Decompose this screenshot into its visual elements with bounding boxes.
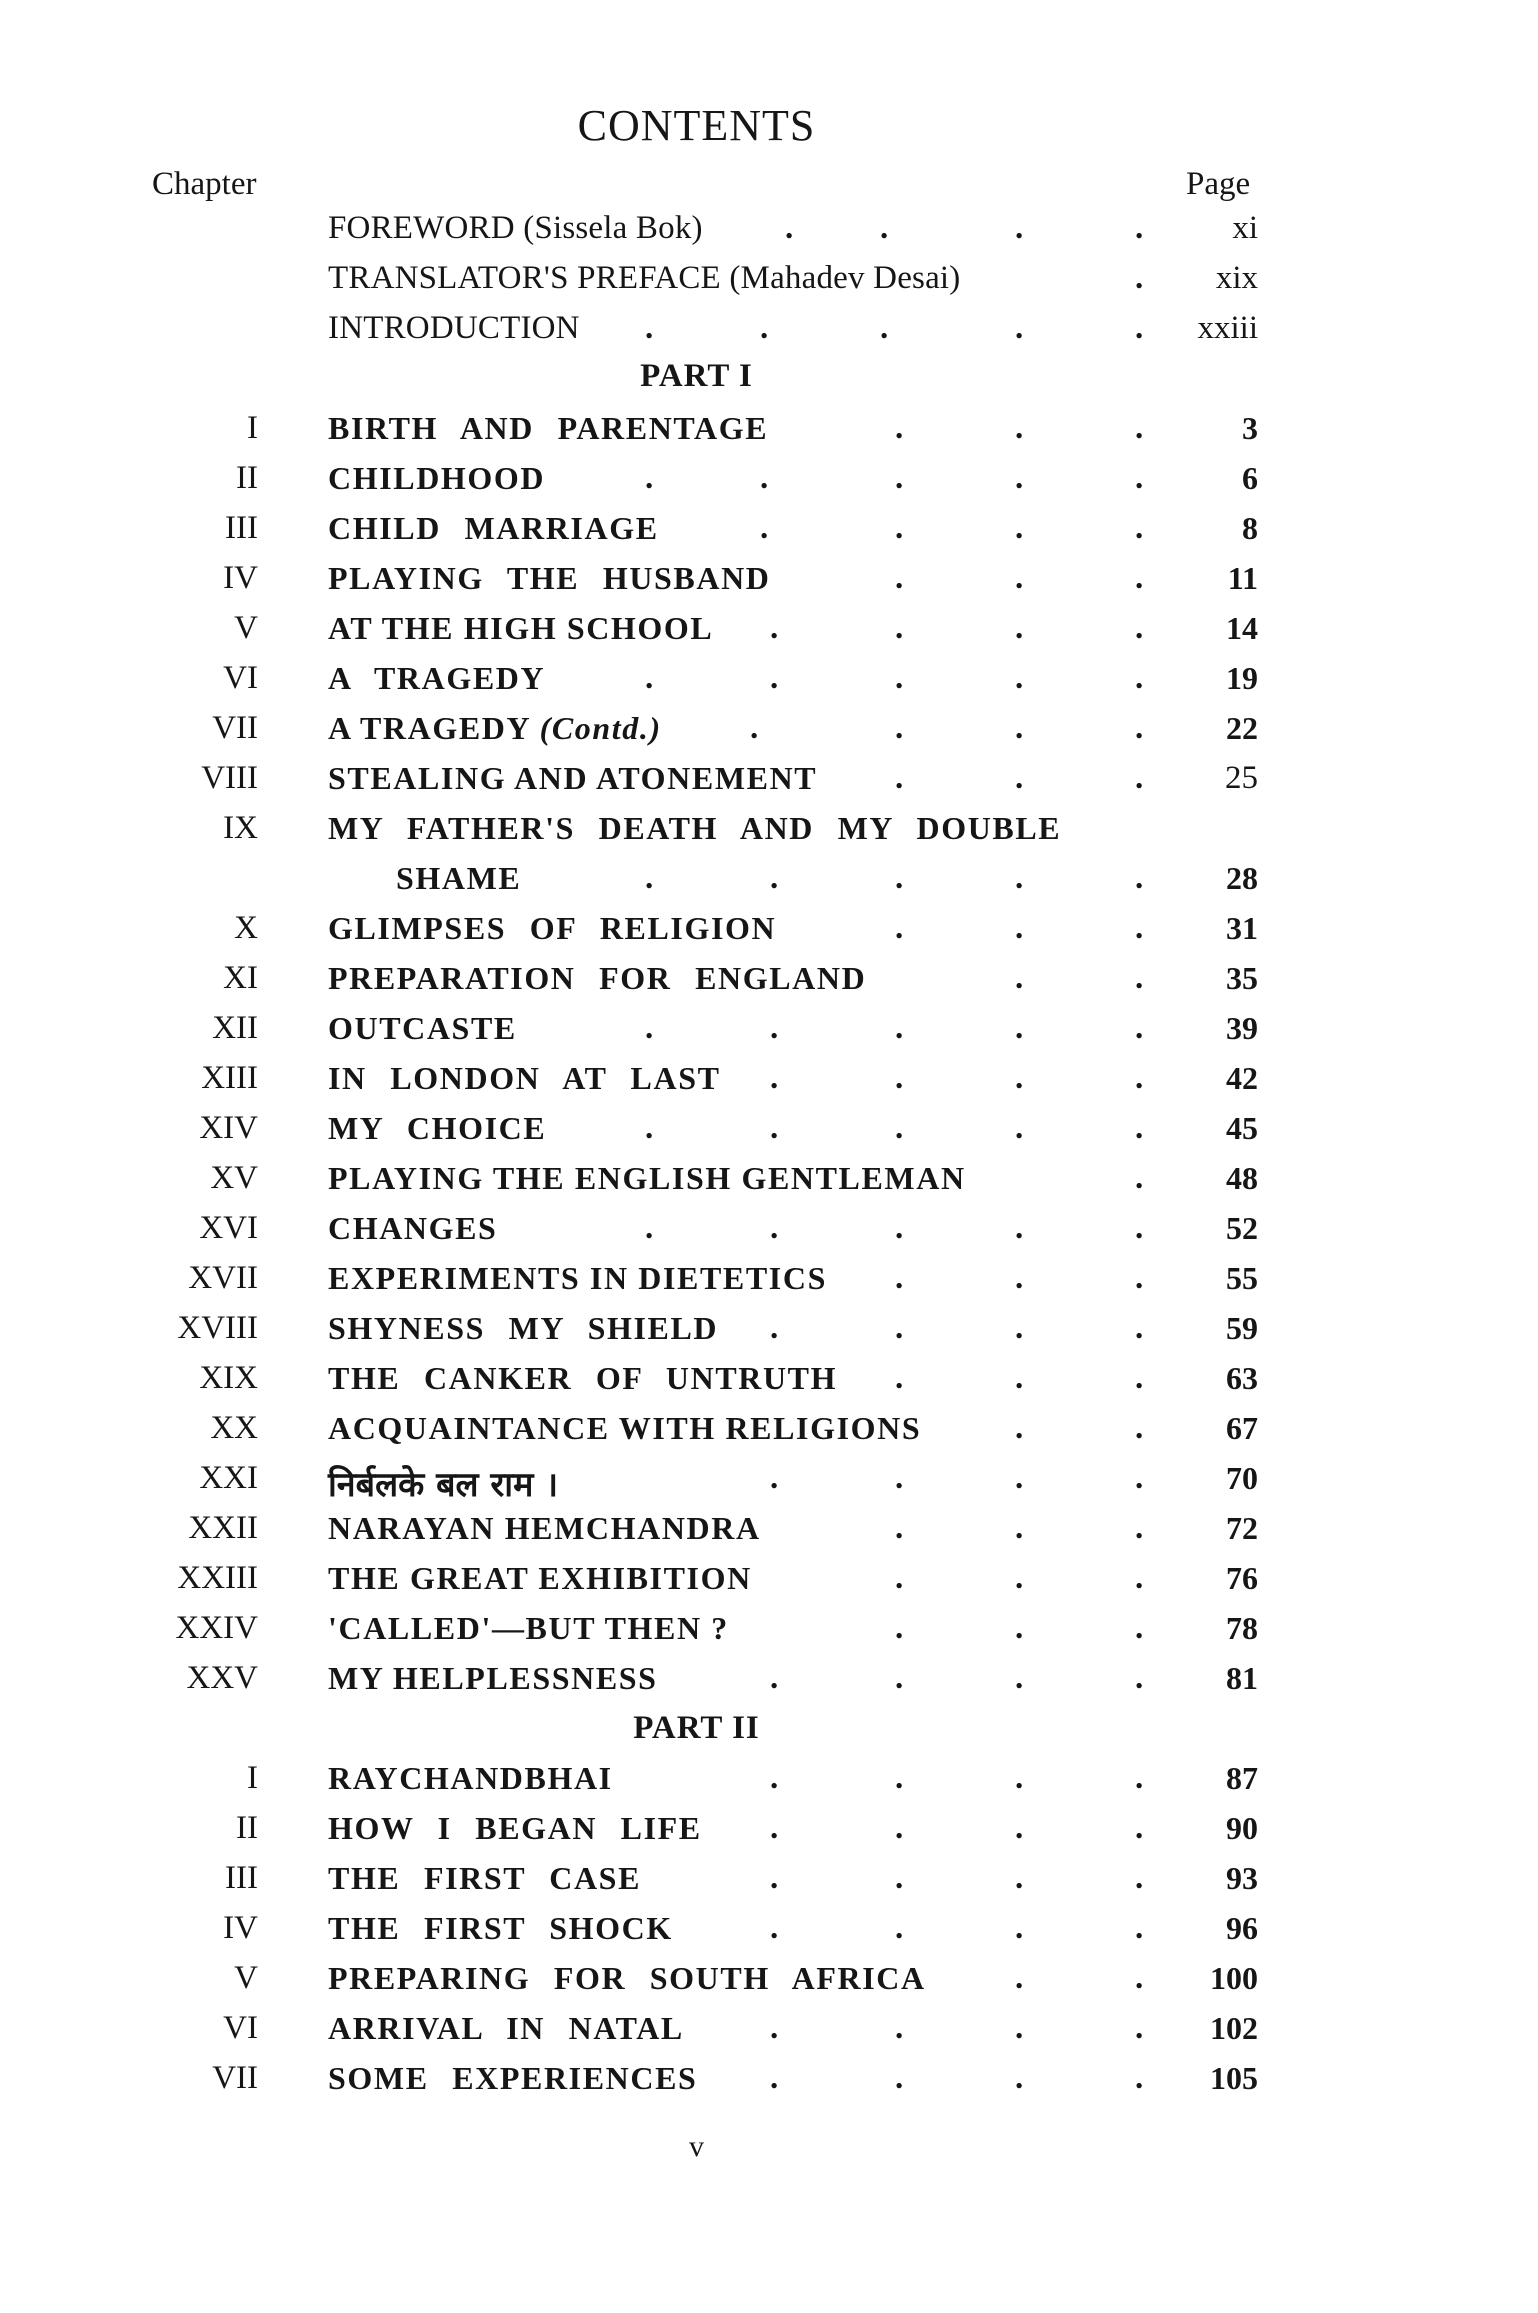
chapter-number: VII xyxy=(212,710,258,746)
leader-dot: . xyxy=(895,860,904,896)
entry-title: HOW I BEGAN LIFE xyxy=(328,1810,702,1846)
leader-dot: . xyxy=(1135,710,1144,746)
chapter-number: II xyxy=(236,1810,258,1846)
entry-page: 81 xyxy=(1226,1660,1258,1696)
entry-page: 96 xyxy=(1226,1910,1258,1946)
toc-entry-continuation[interactable] xyxy=(0,860,1538,910)
leader-dot: . xyxy=(1015,1310,1024,1346)
leader-dot: . xyxy=(1135,1910,1144,1946)
leader-dot: . xyxy=(1135,1010,1144,1046)
entry-title xyxy=(328,710,662,747)
leader-dot: . xyxy=(645,310,654,346)
leader-dot: . xyxy=(1015,1210,1024,1246)
entry-page: 42 xyxy=(1226,1060,1258,1096)
part-heading-1: PART I xyxy=(640,358,753,394)
toc-entry[interactable] xyxy=(0,1860,1538,1910)
leader-dot: . xyxy=(760,510,769,546)
entry-title: NARAYAN HEMCHANDRA xyxy=(328,1510,761,1546)
chapter-number: XX xyxy=(210,1410,258,1446)
entry-page: 93 xyxy=(1226,1860,1258,1896)
leader-dot: . xyxy=(1015,1560,1024,1596)
toc-entry[interactable] xyxy=(0,1260,1538,1310)
leader-dot: . xyxy=(1015,1060,1024,1096)
leader-dot: . xyxy=(1015,1960,1024,1996)
leader-dot: . xyxy=(1135,1510,1144,1546)
leader-dot: . xyxy=(1135,860,1144,896)
chapter-number: I xyxy=(247,1760,258,1796)
entry-title: 'CALLED'—BUT THEN ? xyxy=(328,1610,729,1646)
entry-page: 14 xyxy=(1226,610,1258,646)
leader-dot: . xyxy=(1015,1910,1024,1946)
leader-dot: . xyxy=(895,1360,904,1396)
chapter-number: XIV xyxy=(199,1110,258,1146)
leader-dot: . xyxy=(895,710,904,746)
toc-entry[interactable] xyxy=(0,1110,1538,1160)
toc-entry[interactable] xyxy=(0,2060,1538,2110)
leader-dot: . xyxy=(895,560,904,596)
toc-entry[interactable] xyxy=(0,1060,1538,1110)
entry-page: 102 xyxy=(1210,2010,1258,2046)
chapter-number: XXIII xyxy=(177,1560,258,1596)
leader-dot: . xyxy=(1135,260,1144,296)
leader-dot: . xyxy=(770,1760,779,1796)
chapter-number: X xyxy=(234,910,258,946)
entry-page: 87 xyxy=(1226,1760,1258,1796)
leader-dot: . xyxy=(895,1310,904,1346)
leader-dot: . xyxy=(895,1010,904,1046)
leader-dot: . xyxy=(895,1060,904,1096)
chapter-number: XXII xyxy=(188,1510,258,1546)
toc-entry[interactable] xyxy=(0,1360,1538,1410)
leader-dot: . xyxy=(1015,410,1024,446)
leader-dot: . xyxy=(1135,210,1144,246)
leader-dot: . xyxy=(895,1860,904,1896)
leader-dot: . xyxy=(770,2060,779,2096)
leader-dot: . xyxy=(1135,310,1144,346)
leader-dot: . xyxy=(1015,1460,1024,1496)
entry-page: 28 xyxy=(1226,860,1258,896)
entry-page: 19 xyxy=(1226,660,1258,696)
entry-title: MY CHOICE xyxy=(328,1110,547,1146)
entry-title: GLIMPSES OF RELIGION xyxy=(328,910,777,946)
chapter-number: II xyxy=(236,460,258,496)
chapter-number: XI xyxy=(223,960,258,996)
leader-dot: . xyxy=(1135,510,1144,546)
chapter-number: XXIV xyxy=(175,1610,258,1646)
entry-page: xxiii xyxy=(1197,310,1258,346)
toc-entry[interactable] xyxy=(0,1660,1538,1710)
leader-dot: . xyxy=(1015,1410,1024,1446)
entry-title: INTRODUCTION xyxy=(328,310,580,346)
chapter-number: IX xyxy=(223,810,258,846)
entry-page: 78 xyxy=(1226,1610,1258,1646)
entry-page: 63 xyxy=(1226,1360,1258,1396)
leader-dot: . xyxy=(1015,1260,1024,1296)
toc-entry[interactable] xyxy=(0,560,1538,610)
toc-entry[interactable] xyxy=(0,1510,1538,1560)
entry-page: 11 xyxy=(1227,560,1258,596)
leader-dot: . xyxy=(770,860,779,896)
entry-title: STEALING AND ATONEMENT xyxy=(328,760,818,796)
leader-dot: . xyxy=(645,1210,654,1246)
chapter-number: I xyxy=(247,410,258,446)
leader-dot: . xyxy=(895,1560,904,1596)
toc-entry[interactable] xyxy=(0,1560,1538,1610)
leader-dot: . xyxy=(895,1460,904,1496)
toc-entry[interactable] xyxy=(0,2010,1538,2060)
toc-entry[interactable] xyxy=(0,460,1538,510)
entry-title: AT THE HIGH SCHOOL xyxy=(328,610,714,646)
leader-dot: . xyxy=(1135,1660,1144,1696)
leader-dot: . xyxy=(1015,1610,1024,1646)
entry-title-note: (Contd.) xyxy=(539,710,662,746)
leader-dot: . xyxy=(1015,910,1024,946)
leader-dot: . xyxy=(645,1110,654,1146)
leader-dot: . xyxy=(1135,1310,1144,1346)
entry-page: 8 xyxy=(1242,510,1258,546)
leader-dot: . xyxy=(1135,410,1144,446)
chapter-number: VI xyxy=(223,2010,258,2046)
chapter-number: XXI xyxy=(199,1460,258,1496)
leader-dot: . xyxy=(1015,610,1024,646)
leader-dot: . xyxy=(1015,660,1024,696)
leader-dot: . xyxy=(750,710,759,746)
chapter-number: XXV xyxy=(186,1660,258,1696)
chapter-number: III xyxy=(225,1860,258,1896)
toc-entry-preface[interactable] xyxy=(0,260,1538,310)
leader-dot: . xyxy=(1015,210,1024,246)
entry-title: SOME EXPERIENCES xyxy=(328,2060,698,2096)
leader-dot: . xyxy=(895,910,904,946)
chapter-number: IV xyxy=(223,1910,258,1946)
leader-dot: . xyxy=(895,660,904,696)
leader-dot: . xyxy=(895,460,904,496)
chapter-number: XVI xyxy=(199,1210,258,1246)
chapter-number: XIII xyxy=(201,1060,258,1096)
entry-page: 3 xyxy=(1242,410,1258,446)
leader-dot: . xyxy=(1135,2060,1144,2096)
toc-entry[interactable] xyxy=(0,760,1538,810)
leader-dot: . xyxy=(1135,1060,1144,1096)
leader-dot: . xyxy=(895,2060,904,2096)
leader-dot: . xyxy=(770,1060,779,1096)
entry-page: 55 xyxy=(1226,1260,1258,1296)
chapter-number: III xyxy=(225,510,258,546)
toc-entry[interactable] xyxy=(0,1310,1538,1360)
entry-title: PREPARING FOR SOUTH AFRICA xyxy=(328,1960,926,1996)
leader-dot: . xyxy=(1015,460,1024,496)
entry-page: xi xyxy=(1232,210,1258,246)
entry-page: 59 xyxy=(1226,1310,1258,1346)
entry-title: TRANSLATOR'S PREFACE (Mahadev Desai) xyxy=(328,260,961,296)
entry-page: 25 xyxy=(1225,760,1258,796)
leader-dot: . xyxy=(1135,910,1144,946)
leader-dot: . xyxy=(895,1510,904,1546)
entry-page: 70 xyxy=(1226,1460,1258,1496)
leader-dot: . xyxy=(1015,1010,1024,1046)
entry-page: 35 xyxy=(1226,960,1258,996)
leader-dot: . xyxy=(895,510,904,546)
leader-dot: . xyxy=(1015,310,1024,346)
toc-entry[interactable] xyxy=(0,410,1538,460)
leader-dot: . xyxy=(895,1210,904,1246)
toc-entry-foreword[interactable] xyxy=(0,210,1538,260)
chapter-number: XV xyxy=(210,1160,258,1196)
leader-dot: . xyxy=(1135,1160,1144,1196)
entry-page: 22 xyxy=(1226,710,1258,746)
entry-title: EXPERIMENTS IN DIETETICS xyxy=(328,1260,827,1296)
leader-dot: . xyxy=(895,1910,904,1946)
leader-dot: . xyxy=(1135,1760,1144,1796)
entry-title-main: A TRAGEDY xyxy=(328,710,530,746)
page-number-footer: v xyxy=(689,2130,704,2163)
chapter-number: XVIII xyxy=(177,1310,258,1346)
leader-dot: . xyxy=(1135,1860,1144,1896)
entry-title: ACQUAINTANCE WITH RELIGIONS xyxy=(328,1410,922,1446)
leader-dot: . xyxy=(895,1810,904,1846)
chapter-number: VIII xyxy=(201,760,258,796)
leader-dot: . xyxy=(1135,560,1144,596)
entry-title: THE FIRST CASE xyxy=(328,1860,642,1896)
entry-title: BIRTH AND PARENTAGE xyxy=(328,410,769,446)
leader-dot: . xyxy=(1135,1610,1144,1646)
chapter-number: VI xyxy=(223,660,258,696)
part-heading-2: PART II xyxy=(633,1710,760,1746)
leader-dot: . xyxy=(1015,1110,1024,1146)
leader-dot: . xyxy=(1135,1360,1144,1396)
entry-page: 76 xyxy=(1226,1560,1258,1596)
leader-dot: . xyxy=(645,1010,654,1046)
leader-dot: . xyxy=(1135,960,1144,996)
leader-dot: . xyxy=(770,1860,779,1896)
entry-title: THE GREAT EXHIBITION xyxy=(328,1560,752,1596)
entry-title: CHANGES xyxy=(328,1210,498,1246)
entry-title: PREPARATION FOR ENGLAND xyxy=(328,960,867,996)
leader-dot: . xyxy=(1015,860,1024,896)
leader-dot: . xyxy=(895,760,904,796)
leader-dot: . xyxy=(1015,1360,1024,1396)
leader-dot: . xyxy=(1135,460,1144,496)
toc-entry[interactable] xyxy=(0,1410,1538,1460)
entry-title: ARRIVAL IN NATAL xyxy=(328,2010,684,2046)
toc-entry[interactable] xyxy=(0,1810,1538,1860)
entry-page: 45 xyxy=(1226,1110,1258,1146)
toc-entry[interactable] xyxy=(0,1160,1538,1210)
entry-title: THE FIRST SHOCK xyxy=(328,1910,673,1946)
entry-page: 72 xyxy=(1226,1510,1258,1546)
toc-entry[interactable] xyxy=(0,960,1538,1010)
leader-dot: . xyxy=(895,1660,904,1696)
leader-dot: . xyxy=(770,660,779,696)
entry-page: 90 xyxy=(1226,1810,1258,1846)
entry-title: FOREWORD (Sissela Bok) xyxy=(328,210,703,246)
entry-page: xix xyxy=(1215,260,1258,296)
toc-entry[interactable] xyxy=(0,660,1538,710)
leader-dot: . xyxy=(1015,1810,1024,1846)
entry-title: OUTCASTE xyxy=(328,1010,517,1046)
leader-dot: . xyxy=(770,1210,779,1246)
leader-dot: . xyxy=(1015,560,1024,596)
toc-entry[interactable] xyxy=(0,1610,1538,1660)
leader-dot: . xyxy=(895,1610,904,1646)
leader-dot: . xyxy=(1135,610,1144,646)
toc-entry[interactable] xyxy=(0,610,1538,660)
chapter-number: V xyxy=(234,1960,258,1996)
toc-entry[interactable] xyxy=(0,1210,1538,1260)
chapter-number: XIX xyxy=(199,1360,258,1396)
leader-dot: . xyxy=(1015,2010,1024,2046)
entry-page: 105 xyxy=(1210,2060,1258,2096)
entry-title: PLAYING THE ENGLISH GENTLEMAN xyxy=(328,1160,966,1196)
leader-dot: . xyxy=(895,1110,904,1146)
leader-dot: . xyxy=(880,310,889,346)
entry-title-devanagari: निर्बलके बल राम । xyxy=(328,1465,559,1505)
leader-dot: . xyxy=(770,610,779,646)
leader-dot: . xyxy=(1135,2010,1144,2046)
leader-dot: . xyxy=(760,460,769,496)
toc-entry[interactable] xyxy=(0,1010,1538,1060)
entry-title: MY HELPLESSNESS xyxy=(328,1660,658,1696)
entry-page: 6 xyxy=(1242,460,1258,496)
leader-dot: . xyxy=(770,1010,779,1046)
entry-title: CHILD MARRIAGE xyxy=(328,510,659,546)
leader-dot: . xyxy=(895,2010,904,2046)
leader-dot: . xyxy=(785,210,794,246)
leader-dot: . xyxy=(1015,710,1024,746)
leader-dot: . xyxy=(895,1260,904,1296)
leader-dot: . xyxy=(770,1110,779,1146)
leader-dot: . xyxy=(1135,760,1144,796)
leader-dot: . xyxy=(770,1310,779,1346)
entry-title: A TRAGEDY xyxy=(328,660,546,696)
chapter-number: VII xyxy=(212,2060,258,2096)
leader-dot: . xyxy=(770,1460,779,1496)
chapter-column-header: Chapter xyxy=(152,166,257,202)
entry-title: SHYNESS MY SHIELD xyxy=(328,1310,719,1346)
leader-dot: . xyxy=(1015,1660,1024,1696)
entry-title: CHILDHOOD xyxy=(328,460,546,496)
leader-dot: . xyxy=(1135,1410,1144,1446)
leader-dot: . xyxy=(770,1810,779,1846)
toc-entry-introduction[interactable] xyxy=(0,310,1538,360)
leader-dot: . xyxy=(645,860,654,896)
page-title: CONTENTS xyxy=(577,101,816,150)
entry-page: 100 xyxy=(1210,1960,1258,1996)
leader-dot: . xyxy=(1135,660,1144,696)
page-column-header: Page xyxy=(1186,166,1251,202)
leader-dot: . xyxy=(1015,960,1024,996)
entry-page: 48 xyxy=(1226,1160,1258,1196)
leader-dot: . xyxy=(770,1910,779,1946)
entry-title: RAYCHANDBHAI xyxy=(328,1760,613,1796)
leader-dot: . xyxy=(1015,2060,1024,2096)
leader-dot: . xyxy=(1015,1860,1024,1896)
leader-dot: . xyxy=(645,460,654,496)
entry-page: 67 xyxy=(1226,1410,1258,1446)
leader-dot: . xyxy=(760,310,769,346)
leader-dot: . xyxy=(895,610,904,646)
entry-title: IN LONDON AT LAST xyxy=(328,1060,721,1096)
leader-dot: . xyxy=(1135,1560,1144,1596)
chapter-number: IV xyxy=(223,560,258,596)
leader-dot: . xyxy=(1135,1260,1144,1296)
leader-dot: . xyxy=(1015,1760,1024,1796)
leader-dot: . xyxy=(1135,1810,1144,1846)
leader-dot: . xyxy=(1135,1960,1144,1996)
leader-dot: . xyxy=(1135,1210,1144,1246)
leader-dot: . xyxy=(1015,1510,1024,1546)
leader-dot: . xyxy=(645,660,654,696)
entry-title: PLAYING THE HUSBAND xyxy=(328,560,771,596)
entry-page: 52 xyxy=(1226,1210,1258,1246)
leader-dot: . xyxy=(1015,760,1024,796)
entry-page: 39 xyxy=(1226,1010,1258,1046)
entry-page: 31 xyxy=(1226,910,1258,946)
toc-entry[interactable] xyxy=(0,810,1538,860)
entry-title-continuation: SHAME xyxy=(396,860,522,896)
leader-dot: . xyxy=(770,1660,779,1696)
chapter-number: XVII xyxy=(188,1260,258,1296)
toc-entry[interactable] xyxy=(0,710,1538,760)
leader-dot: . xyxy=(895,1760,904,1796)
toc-entry[interactable] xyxy=(0,1910,1538,1960)
toc-entry[interactable] xyxy=(0,910,1538,960)
toc-entry[interactable] xyxy=(0,1460,1538,1510)
toc-entry[interactable] xyxy=(0,1960,1538,2010)
leader-dot: . xyxy=(1015,510,1024,546)
entry-title: THE CANKER OF UNTRUTH xyxy=(328,1360,838,1396)
leader-dot: . xyxy=(1135,1110,1144,1146)
leader-dot: . xyxy=(770,2010,779,2046)
leader-dot: . xyxy=(895,410,904,446)
leader-dot: . xyxy=(880,210,889,246)
chapter-number: XII xyxy=(212,1010,258,1046)
chapter-number: V xyxy=(234,610,258,646)
leader-dot: . xyxy=(1135,1460,1144,1496)
entry-title: MY FATHER'S DEATH AND MY DOUBLE xyxy=(328,810,1062,846)
toc-entry[interactable] xyxy=(0,510,1538,560)
toc-entry[interactable] xyxy=(0,1760,1538,1810)
